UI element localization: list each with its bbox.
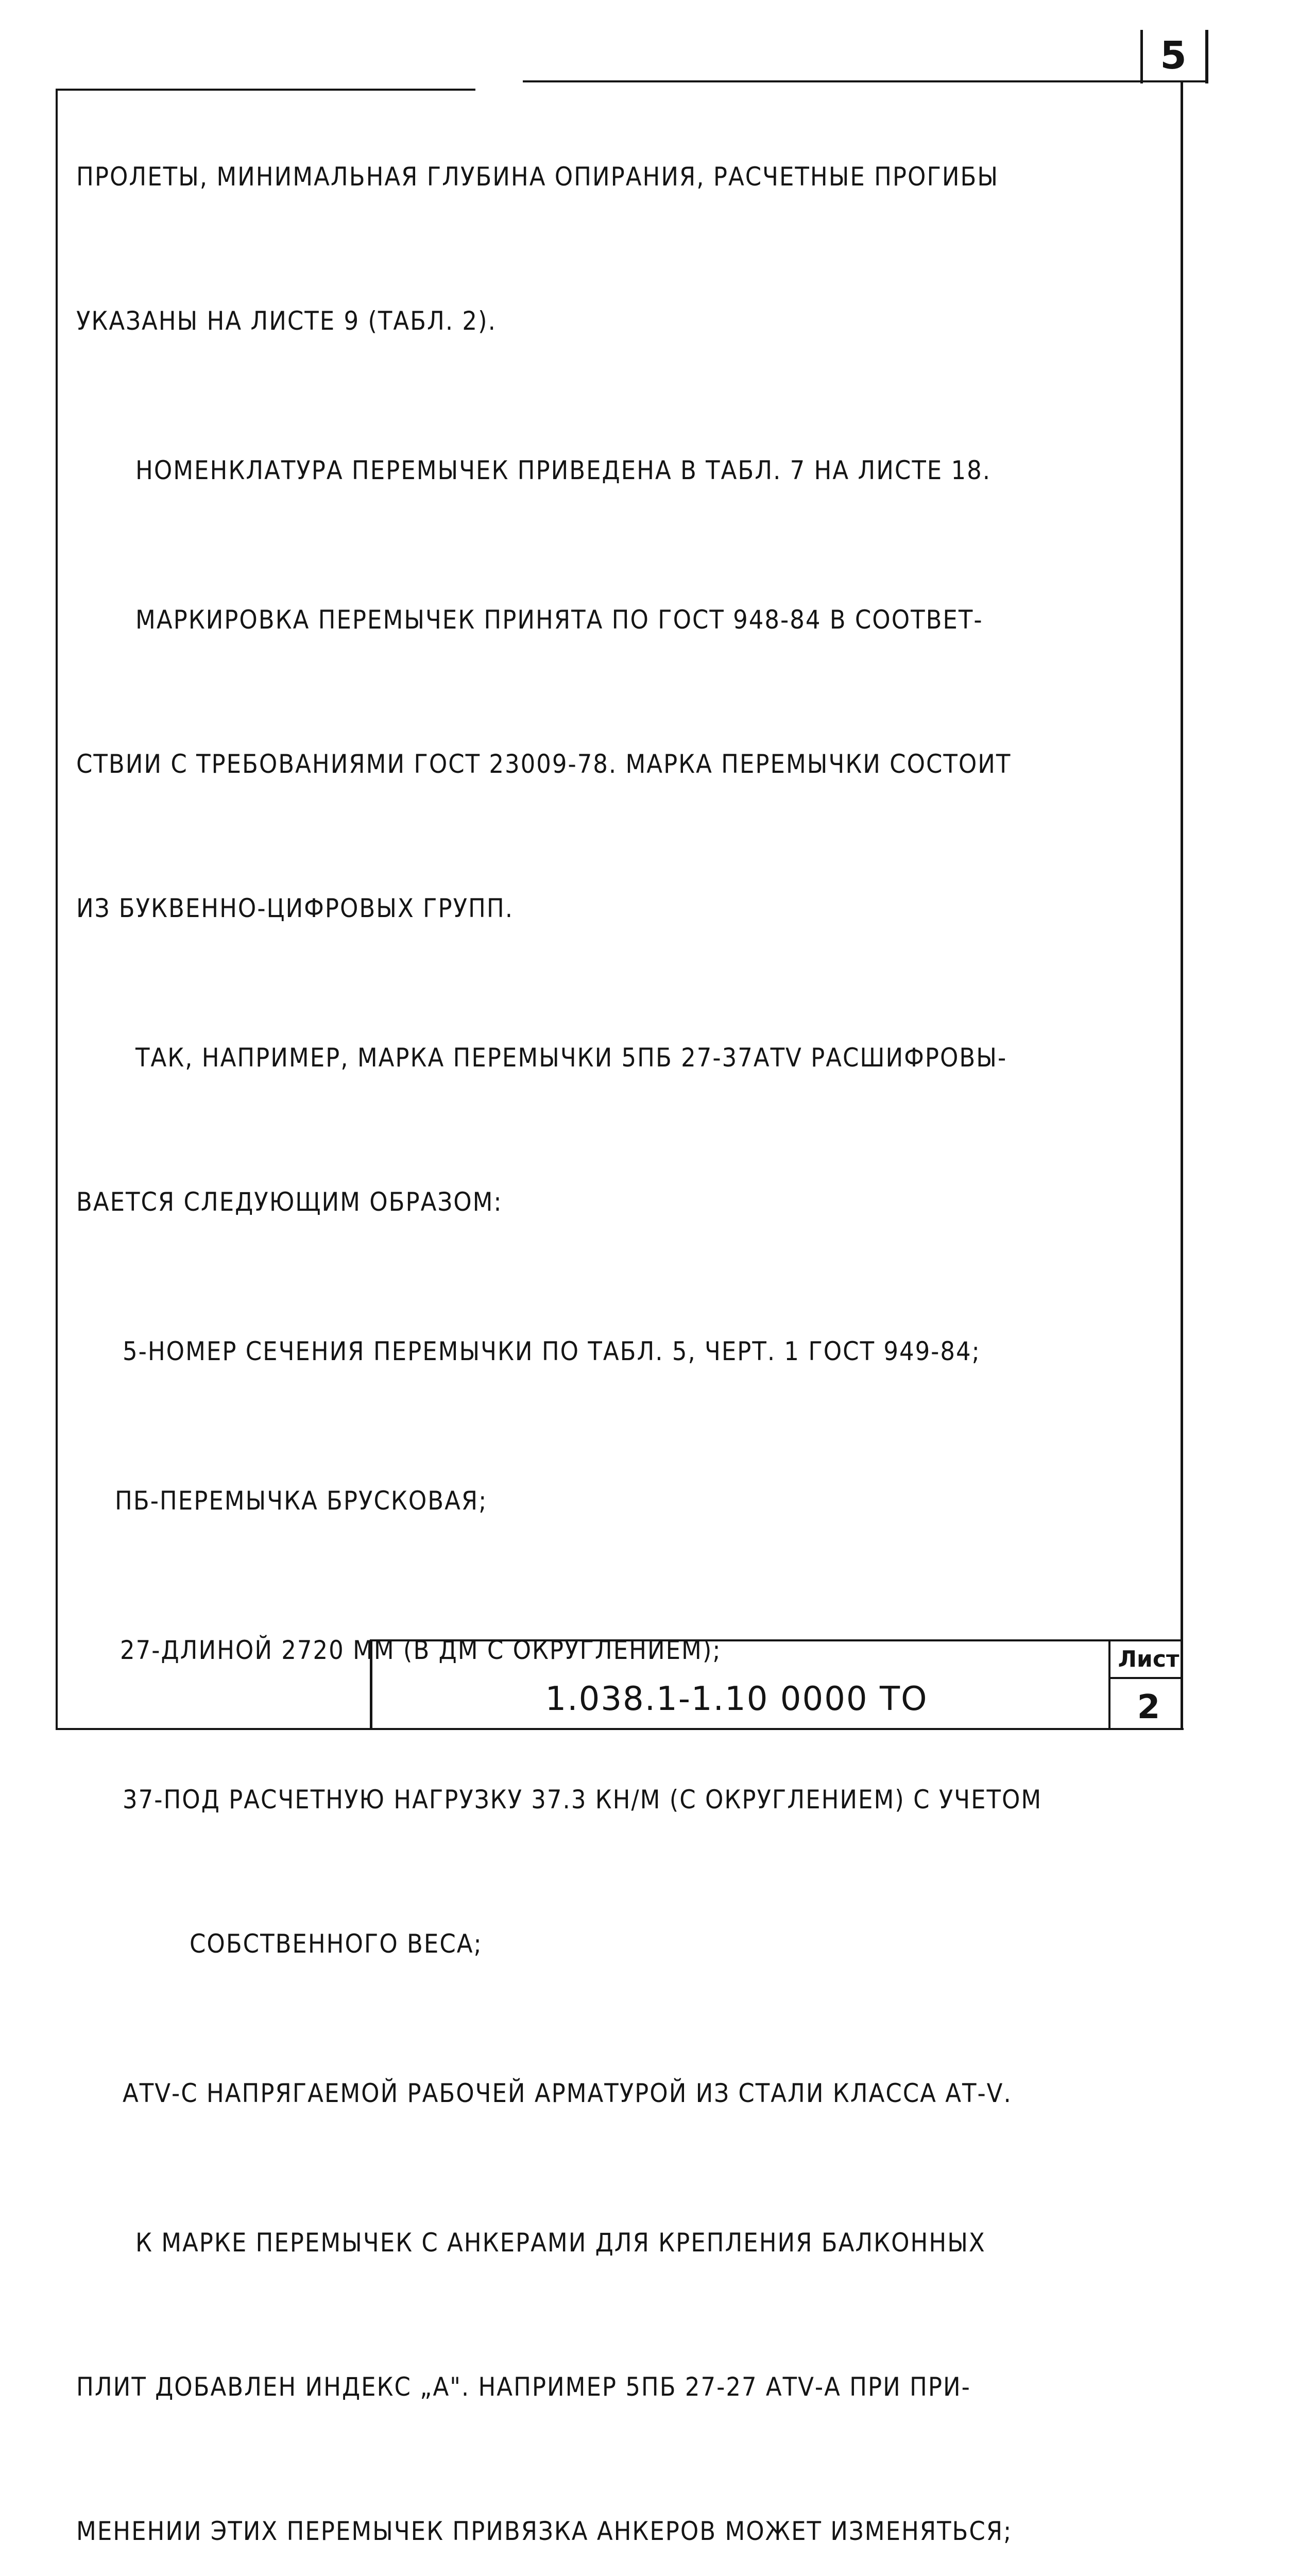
text-line: СОБСТВЕННОГО ВЕСА; <box>190 1929 483 1959</box>
text-line: ВАЕТСЯ СЛЕДУЮЩИМ ОБРАЗОМ: <box>76 1187 503 1217</box>
page-number-box-right-line <box>1205 30 1208 83</box>
list-item-load-cont <box>76 1879 1178 2008</box>
body-text <box>76 112 1178 2576</box>
text-line: ПРОЛЕТЫ, МИНИМАЛЬНАЯ ГЛУБИНА ОПИРАНИЯ, РАСЧЕТНЫЕ ПРОГИБЫ <box>76 162 999 192</box>
document-code: 1.038.1-1.10 0000 ТО <box>545 1680 928 1718</box>
text-line: УКАЗАНЫ НА ЛИСТЕ 9 (ТАБЛ. 2). <box>76 306 497 336</box>
text-line: МЕНЕНИИ ЭТИХ ПЕРЕМЫЧЕК ПРИВЯЗКА АНКЕРОВ МОЖЕТ ИЗМЕНЯТЬСЯ; <box>76 2516 1013 2546</box>
list-item-type <box>76 1436 1178 1565</box>
frame-top-left <box>56 89 475 91</box>
paragraph-nomenclature <box>76 406 1178 535</box>
frame-right <box>1181 80 1183 1729</box>
list-item-section <box>76 1287 1178 1416</box>
sheet-label: Лист <box>1118 1646 1180 1672</box>
page-number-box-left-line <box>1140 30 1143 83</box>
paragraph-spans <box>76 112 1178 385</box>
paragraph-anchors <box>76 2178 1178 2576</box>
text-line: АТⅤ-С НАПРЯГАЕМОЙ РАБОЧЕЙ АРМАТУРОЙ ИЗ СТАЛИ КЛАССА АТ-Ⅴ. <box>123 2078 1012 2108</box>
paragraph-example <box>76 993 1178 1266</box>
text-line: НОМЕНКЛАТУРА ПЕРЕМЫЧЕК ПРИВЕДЕНА В ТАБЛ. 7 НА ЛИСТЕ 18. <box>135 455 992 485</box>
text-line: МАРКИРОВКА ПЕРЕМЫЧЕК ПРИНЯТА ПО ГОСТ 948-84 В СООТВЕТ- <box>135 605 983 635</box>
frame-left <box>56 89 58 1730</box>
sheet-number: 2 <box>1137 1688 1160 1726</box>
text-line: ТАК, НАПРИМЕР, МАРКА ПЕРЕМЫЧКИ 5ПБ 27-37АТⅤ РАСШИФРОВЫ- <box>135 1043 1007 1073</box>
list-item-reinforcement <box>76 2029 1178 2158</box>
text-line: 5-НОМЕР СЕЧЕНИЯ ПЕРЕМЫЧКИ ПО ТАБЛ. 5, ЧЕРТ. 1 ГОСТ 949-84; <box>123 1336 981 1366</box>
text-line: ИЗ БУКВЕННО-ЦИФРОВЫХ ГРУПП. <box>76 893 514 923</box>
text-line: ПЛИТ ДОБАВЛЕН ИНДЕКС „А". НАПРИМЕР 5ПБ 27-27 АТⅤ-А ПРИ ПРИ- <box>76 2372 971 2402</box>
page-number: 5 <box>1160 33 1187 78</box>
text-line: 27-ДЛИНОЙ 2720 ММ (В ДМ С ОКРУГЛЕНИЕМ); <box>120 1635 722 1665</box>
list-item-length <box>76 1586 1178 1715</box>
paragraph-marking <box>76 555 1178 973</box>
text-line: К МАРКЕ ПЕРЕМЫЧЕК С АНКЕРАМИ ДЛЯ КРЕПЛЕНИЯ БАЛКОННЫХ <box>135 2228 986 2258</box>
text-line: СТВИИ С ТРЕБОВАНИЯМИ ГОСТ 23009-78. МАРКА ПЕРЕМЫЧКИ СОСТОИТ <box>76 749 1012 779</box>
frame-top-right <box>523 80 1208 82</box>
text-line: 37-ПОД РАСЧЕТНУЮ НАГРУЗКУ 37.3 КН/М (С ОКРУГЛЕНИЕМ) С УЧЕТОМ <box>123 1785 1042 1815</box>
list-item-load <box>76 1735 1178 1864</box>
text-line: ПБ-ПЕРЕМЫЧКА БРУСКОВАЯ; <box>115 1486 488 1516</box>
